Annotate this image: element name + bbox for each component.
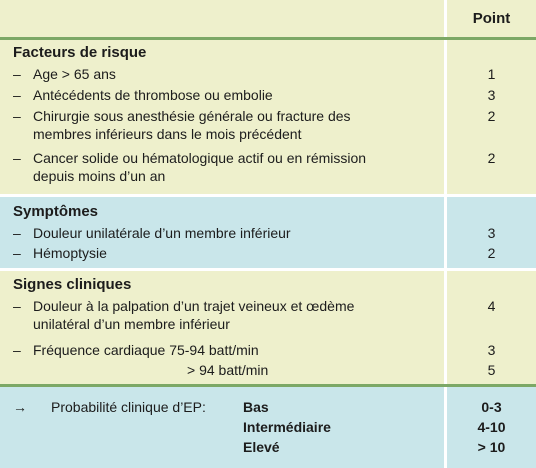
list-item (13, 86, 438, 104)
section-title-risk-factors: Facteurs de risque (13, 44, 147, 61)
probability-level: Intermédiaire (243, 419, 331, 435)
item-text: Age > 65 ans (33, 66, 116, 82)
item-text-line: Chirurgie sous anesthésie générale ou fracture des (33, 108, 351, 124)
probability-level: Elevé (243, 439, 280, 455)
list-item (13, 244, 438, 262)
probability-level: Bas (243, 399, 269, 415)
item-point: 4 (487, 298, 496, 314)
item-point: 3 (487, 342, 496, 358)
item-text: Antécédents de thrombose ou embolie (33, 87, 273, 103)
item-text-line: Cancer solide ou hématologique actif ou en rémission (33, 150, 367, 166)
probability-label (13, 398, 206, 416)
dash-bullet: – (13, 150, 21, 166)
dash-bullet: – (13, 245, 21, 261)
item-point: 2 (487, 245, 496, 261)
point-column-header: Point (472, 10, 511, 27)
list-item (13, 341, 438, 359)
item-text: Fréquence cardiaque 75-94 batt/min (33, 342, 259, 358)
probability-label-text: Probabilité clinique d’EP: (51, 399, 206, 415)
list-item (13, 297, 438, 333)
probability-range: 4-10 (477, 419, 506, 435)
dash-bullet: – (13, 87, 21, 103)
list-item (13, 361, 438, 379)
probability-range: > 10 (477, 439, 506, 455)
dash-bullet: – (13, 298, 21, 314)
dash-bullet: – (13, 342, 21, 358)
list-item (13, 149, 438, 185)
list-item (13, 65, 438, 83)
item-point: 2 (487, 150, 496, 166)
section-title-clinical-signs: Signes cliniques (13, 276, 132, 293)
dash-bullet: – (13, 225, 21, 241)
item-text: Hémoptysie (33, 245, 107, 261)
list-item (13, 224, 438, 242)
item-text-line: depuis moins d’un an (33, 168, 166, 184)
item-point: 1 (487, 66, 496, 82)
item-point: 3 (487, 87, 496, 103)
item-text-line: Douleur à la palpation d’un trajet veineux et œdème (33, 298, 355, 314)
item-text-line: unilatéral d’un membre inférieur (33, 316, 230, 332)
item-text: > 94 batt/min (187, 362, 269, 378)
probability-range: 0-3 (481, 399, 502, 415)
arrow-right-icon: → (13, 399, 27, 415)
item-point: 3 (487, 225, 496, 241)
dash-bullet: – (13, 108, 21, 124)
item-text: Douleur unilatérale d’un membre inférieur (33, 225, 291, 241)
item-point: 2 (487, 108, 496, 124)
list-item (13, 107, 438, 143)
item-text-line: membres inférieurs dans le mois précédent (33, 126, 302, 142)
item-point: 5 (487, 362, 496, 378)
dash-bullet: – (13, 66, 21, 82)
section-title-symptoms: Symptômes (13, 203, 99, 220)
